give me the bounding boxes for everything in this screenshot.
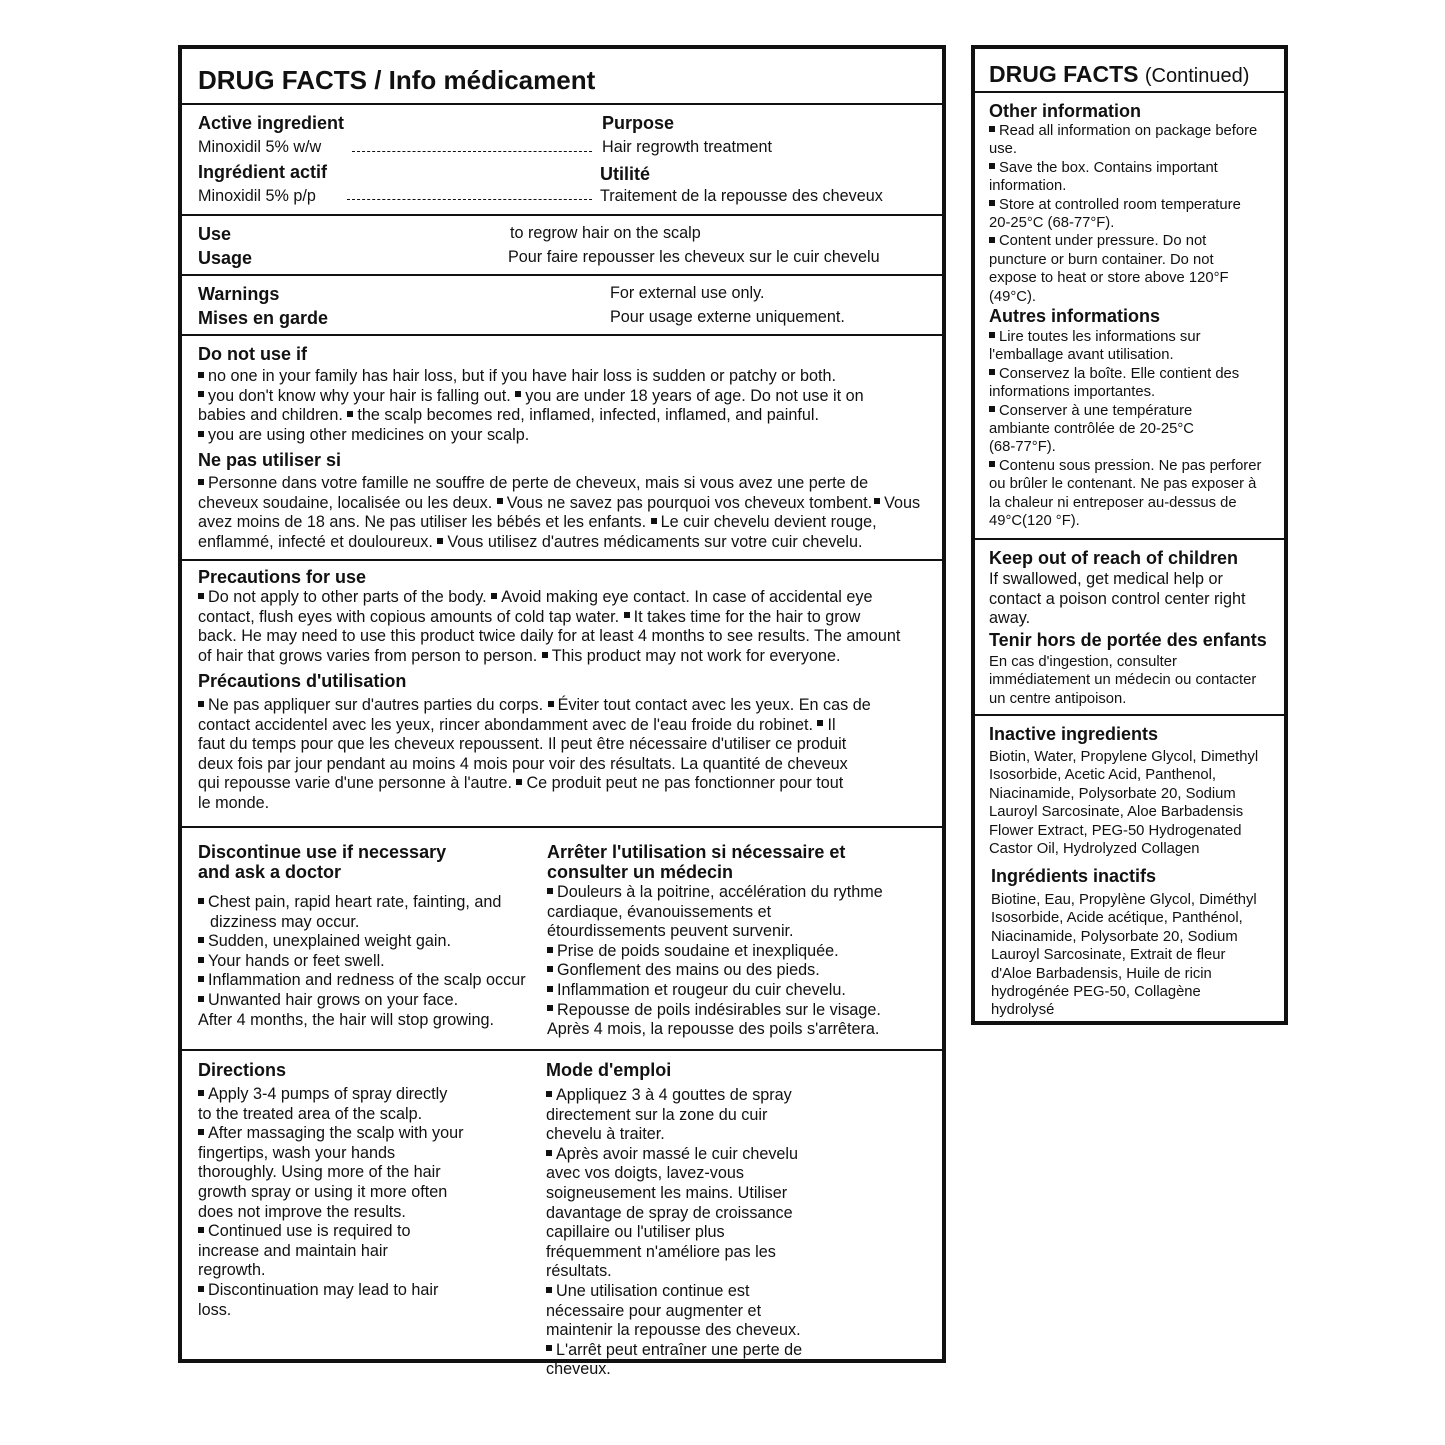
bullet-icon: [546, 1091, 552, 1097]
bullet-icon: [989, 332, 995, 338]
purpose-value-fr: Traitement de la repousse des cheveux: [600, 187, 883, 205]
continued-panel-title: DRUG FACTS (Continued): [989, 61, 1250, 87]
bullet-icon: [547, 966, 553, 972]
bullet-icon: [989, 237, 995, 243]
directions-section: [182, 1049, 942, 1379]
active-ingredient-heading: Active ingredient: [198, 113, 345, 133]
bullet-icon: [516, 779, 522, 785]
bullet-icon: [515, 391, 521, 397]
bullet-icon: [198, 701, 204, 707]
bullet-icon: [198, 431, 204, 437]
bullet-icon: [548, 701, 554, 707]
bullet-icon: [989, 163, 995, 169]
precautions-section: [182, 559, 942, 827]
other-information-heading: Other information: [989, 101, 1141, 121]
do-not-use-heading-fr: Ne pas utiliser si: [198, 450, 342, 470]
bullet-icon: [198, 937, 204, 943]
bullet-icon: [198, 976, 204, 982]
bullet-icon: [491, 593, 497, 599]
bullet-icon: [347, 411, 353, 417]
directions-heading-fr: Mode d'emploi: [546, 1060, 672, 1080]
active-ingredient-section: [182, 103, 942, 215]
precautions-list-fr: Ne pas appliquer sur d'autres parties du corps. Éviter tout contact avec les yeux. En cas de contact accidentel avec les yeux, rincer abondamment avec de l'eau froide du robinet. Il faut du temps pour que les cheveux repoussent. Il peut être nécessaire d'utiliser ce produit deux fois par jour pendant au moins 4 mois pour voir des résultats. La quantité de cheveux qui repousse varie d'une personne à l'autre. Ce produit peut ne pas fonctionner pour tout le monde.: [198, 696, 871, 812]
discontinue-list: Chest pain, rapid heart rate, fainting, and dizziness may occur. Sudden, unexplained weight gain. Your hands or feet swell. Inflammation and redness of the scalp occur Unwanted hair grows on your face. After 4 months, the hair will stop growing.: [198, 893, 526, 1029]
leader-line: [352, 151, 592, 152]
inactive-ingredients-heading: Inactive ingredients: [989, 724, 1159, 744]
bullet-icon: [198, 898, 204, 904]
keep-out-of-reach-text-fr: En cas d'ingestion, consulter immédiatement un médecin ou contacter un centre antipoison.: [989, 654, 1257, 707]
inactive-ingredients-section: [975, 714, 1284, 1023]
bullet-icon: [198, 996, 204, 1002]
bullet-icon: [437, 538, 443, 544]
warnings-heading-fr: Mises en garde: [198, 308, 329, 328]
bullet-icon: [874, 498, 880, 504]
active-ingredient-heading-fr: Ingrédient actif: [198, 162, 328, 182]
bullet-icon: [198, 479, 204, 485]
do-not-use-section: [182, 334, 942, 560]
bullet-icon: [542, 652, 548, 658]
warnings-text-fr: Pour usage externe uniquement.: [610, 308, 845, 326]
drug-facts-continued-panel: [971, 45, 1288, 1025]
bullet-icon: [624, 612, 630, 618]
bullet-icon: [198, 957, 204, 963]
purpose-heading: Purpose: [602, 113, 675, 133]
do-not-use-list-fr: Personne dans votre famille ne souffre de perte de cheveux, mais si vous avez une perte de cheveux soudaine, localisée ou les deux. Vous ne savez pas pourquoi vos cheveux tombent. Vous avez moins de 18 ans. Ne pas utiliser les bébés et les enfants. Le cuir chevelu devient rouge, enflammé, infecté et douloureux. Vous utilisez d'autres médicaments sur votre cuir chevelu.: [198, 474, 921, 551]
use-heading: Use: [198, 224, 232, 244]
bullet-icon: [198, 372, 204, 378]
keep-out-of-reach-heading-fr: Tenir hors de portée des enfants: [989, 630, 1267, 650]
bullet-icon: [198, 1090, 204, 1096]
active-ingredient-value-fr: Minoxidil 5% p/p: [198, 187, 316, 205]
discontinue-heading-fr-line-2: consulter un médecin: [547, 862, 734, 882]
bullet-icon: [989, 369, 995, 375]
directions-list: Apply 3-4 pumps of spray directly to the treated area of the scalp. After massaging the scalp with your fingertips, wash your hands thoroughly. Using more of the hair growth spray or using it more often does not improve the results. Continued use is required to increase and maintain hair regrowth. Discontinuation may lead to hair loss.: [198, 1085, 464, 1319]
bullet-icon: [546, 1287, 552, 1293]
bullet-icon: [989, 126, 995, 132]
do-not-use-heading: Do not use if: [198, 344, 307, 364]
bullet-icon: [497, 498, 503, 504]
directions-heading: Directions: [198, 1060, 287, 1080]
bullet-icon: [198, 1227, 204, 1233]
leader-line: [347, 199, 592, 200]
bullet-icon: [198, 391, 204, 397]
bullet-icon: [547, 888, 553, 894]
bullet-icon: [547, 986, 553, 992]
bullet-icon: [989, 200, 995, 206]
precautions-heading-fr: Précautions d'utilisation: [198, 671, 407, 691]
bullet-icon: [198, 593, 204, 599]
active-ingredient-value: Minoxidil 5% w/w: [198, 138, 322, 156]
discontinue-heading-fr-line-1: Arrêter l'utilisation si nécessaire et: [547, 842, 846, 862]
bullet-icon: [547, 1005, 553, 1011]
bullet-icon: [817, 720, 823, 726]
other-information-heading-fr: Autres informations: [989, 306, 1161, 326]
do-not-use-list: no one in your family has hair loss, but if you have hair loss is sudden or patchy or both. you don't know why your hair is falling out. you are under 18 years of age. Do not use it on babies and children. the scalp becomes red, inflamed, infected, inflamed, and painful. you are using other medicines on your scalp.: [198, 367, 864, 444]
purpose-heading-fr: Utilité: [600, 164, 651, 184]
use-section: [182, 214, 942, 275]
directions-list-fr: Appliquez 3 à 4 gouttes de spray directement sur la zone du cuir chevelu à traiter. Après avoir massé le cuir chevelu avec vos doigts, lavez-vous soigneusement les mains. Utiliser davantage de spray de croissance capillaire ou l'utiliser plus fréquemment n'améliore pas les résultats. Une utilisation continue est nécessaire pour augmenter et maintenir la repousse des cheveux. L'arrêt peut entraîner une perte de cheveux.: [546, 1086, 803, 1379]
precautions-list: Do not apply to other parts of the body. Avoid making eye contact. In case of accidental eye contact, flush eyes with copious amounts of cold tap water. It takes time for the hair to grow back. He may need to use this product twice daily for at least 4 months to see results. The amount of hair that grows varies from person to person. This product may not work for everyone.: [198, 588, 901, 665]
inactive-ingredients-text-fr: Biotine, Eau, Propylène Glycol, Diméthyl Isosorbide, Acide acétique, Panthénol, Niacinamide, Polysorbate 20, Sodium Lauroyl Sarcosinate, Extrait de fleur d'Aloe Barbadensis, Huile de ricin hydrogénée PEG-50, Collagène hydrolysé: [991, 892, 1257, 1019]
discontinue-section: [182, 826, 942, 1050]
purpose-value: Hair regrowth treatment: [602, 138, 773, 156]
discontinue-heading-line-1: Discontinue use if necessary: [198, 842, 447, 862]
warnings-section: [182, 274, 942, 335]
bullet-icon: [546, 1150, 552, 1156]
keep-out-of-reach-section: [975, 538, 1284, 715]
keep-out-of-reach-text: If swallowed, get medical help or contact a poison control center right away.: [989, 570, 1246, 628]
drug-facts-panel: [178, 45, 946, 1379]
precautions-heading: Precautions for use: [198, 567, 367, 587]
use-text: to regrow hair on the scalp: [510, 224, 701, 242]
inactive-ingredients-text: Biotin, Water, Propylene Glycol, Dimethyl Isosorbide, Acetic Acid, Panthenol, Niacinamide, Polysorbate 20, Sodium Lauroyl Sarcosinate, Aloe Barbadensis Flower Extract, PEG-50 Hydrogenated Castor Oil, Hydrolyzed Collagen: [989, 749, 1259, 858]
discontinue-list-fr: Douleurs à la poitrine, accélération du rythme cardiaque, évanouissements et étourdissements peuvent survenir. Prise de poids soudaine et inexpliquée. Gonflement des mains ou des pieds. Inflammation et rougeur du cuir chevelu. Repousse de poils indésirables sur le visage. Après 4 mois, la repousse des poils s'arrêtera.: [547, 883, 883, 1039]
discontinue-heading-line-2: and ask a doctor: [198, 862, 342, 882]
keep-out-of-reach-heading: Keep out of reach of children: [989, 548, 1239, 568]
other-information-list: Read all information on package before use. Save the box. Contains important information. Store at controlled room temperature 20-25°C (68-77°F). Content under pressure. Do not puncture or burn container. Do not expose to heat or store above 120°F (49°C).: [989, 123, 1258, 305]
warnings-heading: Warnings: [198, 284, 280, 304]
bullet-icon: [198, 1286, 204, 1292]
bullet-icon: [651, 518, 657, 524]
usage-heading: Usage: [198, 248, 253, 268]
warnings-text: For external use only.: [610, 284, 765, 302]
bullet-icon: [547, 947, 553, 953]
panel-title: DRUG FACTS / Info médicament: [198, 65, 596, 95]
usage-text: Pour faire repousser les cheveux sur le cuir chevelu: [508, 248, 880, 266]
bullet-icon: [546, 1345, 552, 1351]
other-information-section: [975, 91, 1284, 539]
other-information-list-fr: Lire toutes les informations sur l'emballage avant utilisation. Conservez la boîte. Elle contient des informations importantes. Conserver à une température ambiante contrôlée de 20-25°C (68-77°F). Contenu sous pression. Ne pas perforer ou brûler le contenant. Ne pas exposer à la chaleur ni entreposer au-dessus de 49°C(120 °F).: [989, 329, 1262, 530]
inactive-ingredients-heading-fr: Ingrédients inactifs: [991, 866, 1157, 886]
bullet-icon: [989, 406, 995, 412]
bullet-icon: [198, 1129, 204, 1135]
bullet-icon: [989, 461, 995, 467]
